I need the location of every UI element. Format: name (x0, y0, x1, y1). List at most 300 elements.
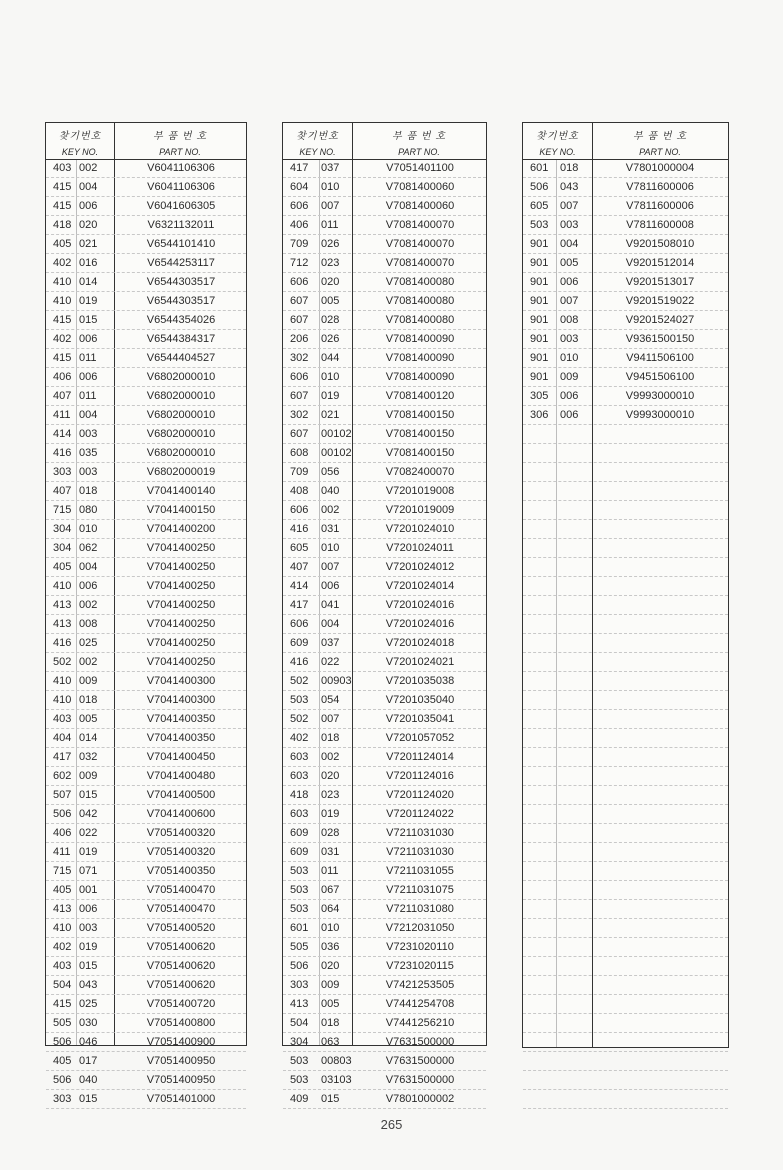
table-row (283, 805, 486, 824)
table-row (283, 957, 486, 976)
page-number: 265 (380, 1117, 403, 1132)
key-group: 901 (530, 314, 549, 326)
part-no-header (114, 123, 246, 159)
key-group: 405 (53, 561, 72, 573)
key-item: 025 (79, 998, 98, 1010)
table-row (523, 159, 728, 178)
part-no-header (592, 123, 728, 159)
key-item: 019 (79, 846, 98, 858)
key-group: 504 (53, 979, 72, 991)
key-item: 028 (321, 827, 340, 839)
table-row (523, 710, 728, 729)
key-item: 004 (321, 618, 340, 630)
key-group: 403 (53, 960, 72, 972)
key-item: 062 (79, 542, 98, 554)
key-group: 506 (53, 1074, 72, 1086)
table-row (523, 634, 728, 653)
key-item: 00102 (321, 447, 352, 459)
key-group: 305 (530, 390, 549, 402)
table-row (283, 634, 486, 653)
key-item: 007 (321, 200, 340, 212)
key-item: 009 (321, 979, 340, 991)
table-row (523, 577, 728, 596)
key-group: 411 (53, 409, 71, 421)
table-row (46, 748, 246, 767)
part-number: V7631500000 (385, 1036, 455, 1048)
key-item: 017 (79, 1055, 98, 1067)
table-row (283, 216, 486, 235)
key-item: 006 (560, 276, 579, 288)
part-number: V7201024014 (385, 580, 455, 592)
part-number: V7041400250 (146, 637, 216, 649)
key-item: 009 (560, 371, 579, 383)
part-number: V7631500000 (385, 1074, 455, 1086)
key-item: 021 (321, 409, 340, 421)
key-item: 071 (79, 865, 98, 877)
key-group: 606 (290, 618, 309, 630)
part-number: V7041400350 (146, 732, 216, 744)
table-row (46, 672, 246, 691)
table-row (283, 596, 486, 615)
key-item: 005 (560, 257, 579, 269)
part-number: V9201519022 (625, 295, 695, 307)
key-item: 018 (79, 485, 98, 497)
table-header (46, 123, 246, 160)
key-item: 006 (560, 390, 579, 402)
key-item: 015 (79, 1093, 98, 1105)
key-no-header (283, 123, 352, 159)
key-group: 415 (53, 352, 72, 364)
table-row (46, 159, 246, 178)
key-group: 418 (53, 219, 72, 231)
key-item: 031 (321, 523, 340, 535)
key-group: 503 (290, 694, 309, 706)
key-group: 607 (290, 314, 309, 326)
key-no-header-ko: 찾기번호 (536, 131, 579, 142)
key-group: 410 (53, 922, 72, 934)
key-item: 025 (79, 637, 98, 649)
part-number: V7081400060 (385, 181, 455, 193)
key-group: 304 (53, 542, 72, 554)
part-number: V7081400090 (385, 371, 455, 383)
part-number: V7211031030 (386, 827, 454, 839)
table-row (46, 976, 246, 995)
key-item: 006 (560, 409, 579, 421)
part-number: V7811600008 (626, 219, 694, 231)
table-row (283, 881, 486, 900)
key-item: 020 (79, 219, 98, 231)
key-group: 601 (530, 162, 549, 174)
key-item: 003 (560, 333, 579, 345)
key-group: 413 (53, 903, 72, 915)
key-item: 023 (321, 789, 340, 801)
table-row (283, 995, 486, 1014)
table-row (523, 539, 728, 558)
key-item: 043 (79, 979, 98, 991)
table-row (46, 235, 246, 254)
part-number: V7201024016 (385, 599, 455, 611)
part-number: V7041400250 (146, 656, 216, 668)
part-number: V9993000010 (625, 390, 695, 402)
key-group: 303 (53, 466, 72, 478)
part-number: V6321132011 (147, 219, 215, 231)
table-row (523, 1090, 728, 1109)
table-row (283, 1052, 486, 1071)
key-item: 019 (321, 808, 340, 820)
part-number: V7041400480 (146, 770, 216, 782)
key-item: 016 (79, 257, 98, 269)
key-group: 709 (290, 466, 309, 478)
table-row (523, 1033, 728, 1052)
part-number: V9411506100 (626, 352, 694, 364)
table-row (46, 330, 246, 349)
part-number: V9201513017 (625, 276, 695, 288)
part-number: V7201019009 (385, 504, 455, 516)
parts-table-1 (45, 122, 247, 1105)
key-group: 407 (53, 485, 72, 497)
part-number: V7211031080 (386, 903, 454, 915)
key-item: 003 (560, 219, 579, 231)
key-group: 604 (290, 181, 309, 193)
table-row (283, 520, 486, 539)
part-number: V7051400320 (146, 827, 216, 839)
part-number: V7212031050 (385, 922, 455, 934)
key-item: 003 (79, 428, 98, 440)
parts-table-3 (522, 122, 729, 1048)
part-number: V7201024018 (385, 637, 455, 649)
key-item: 015 (79, 789, 98, 801)
table-row (283, 463, 486, 482)
key-item: 004 (560, 238, 579, 250)
table-row (46, 216, 246, 235)
part-number: V7201024011 (386, 542, 454, 554)
key-group: 901 (530, 352, 549, 364)
table-row (283, 273, 486, 292)
table-row (523, 406, 728, 425)
key-group: 417 (53, 751, 72, 763)
table-row (523, 1014, 728, 1033)
key-group: 715 (53, 865, 72, 877)
part-number: V7441254708 (385, 998, 455, 1010)
key-group: 503 (290, 1074, 309, 1086)
table-row (523, 311, 728, 330)
table-row (46, 615, 246, 634)
part-number: V6802000010 (146, 428, 216, 440)
key-item: 005 (321, 998, 340, 1010)
key-group: 410 (53, 276, 72, 288)
table-row (283, 178, 486, 197)
part-number: V7081400070 (385, 257, 455, 269)
key-group: 402 (290, 732, 309, 744)
key-group: 901 (530, 276, 549, 288)
table-row (523, 805, 728, 824)
part-number: V9201524027 (625, 314, 695, 326)
key-group: 506 (290, 960, 309, 972)
table-row (283, 482, 486, 501)
part-number: V7201124020 (386, 789, 454, 801)
key-item: 010 (321, 181, 340, 193)
table-row (283, 1033, 486, 1052)
key-item: 035 (79, 447, 98, 459)
key-item: 011 (321, 219, 339, 231)
table-row (283, 577, 486, 596)
table-row (283, 558, 486, 577)
table-row (46, 292, 246, 311)
key-item: 042 (79, 808, 98, 820)
table-row (283, 710, 486, 729)
part-number: V7041400250 (146, 618, 216, 630)
key-item: 056 (321, 466, 340, 478)
part-number: V7051400900 (146, 1036, 216, 1048)
table-row (283, 1090, 486, 1109)
part-number: V6802000010 (146, 409, 216, 421)
key-group: 413 (53, 618, 72, 630)
table-row (283, 767, 486, 786)
table-row (46, 387, 246, 406)
key-group: 605 (530, 200, 549, 212)
key-group: 609 (290, 827, 309, 839)
part-number: V9361500150 (625, 333, 695, 345)
key-group: 416 (290, 656, 309, 668)
key-group: 413 (53, 599, 72, 611)
key-item: 005 (79, 713, 98, 725)
table-row (283, 425, 486, 444)
key-group: 303 (53, 1093, 72, 1105)
part-number: V7211031030 (386, 846, 454, 858)
part-number: V7041400350 (146, 713, 216, 725)
key-item: 020 (321, 276, 340, 288)
table-row (523, 1071, 728, 1090)
key-item: 006 (79, 580, 98, 592)
key-no-header (46, 123, 114, 159)
key-item: 002 (79, 656, 98, 668)
table-row (523, 919, 728, 938)
table-row (523, 520, 728, 539)
table-row (283, 653, 486, 672)
part-number: V7041400140 (146, 485, 216, 497)
key-item: 026 (321, 238, 340, 250)
key-item: 030 (79, 1017, 98, 1029)
key-item: 011 (79, 390, 97, 402)
key-item: 054 (321, 694, 340, 706)
part-number: V7051400950 (146, 1055, 216, 1067)
key-item: 003 (79, 922, 98, 934)
part-number: V7041400250 (146, 599, 216, 611)
key-group: 901 (530, 295, 549, 307)
part-number: V7201024021 (385, 656, 455, 668)
key-group: 407 (290, 561, 309, 573)
key-group: 505 (53, 1017, 72, 1029)
key-group: 403 (53, 713, 72, 725)
key-group: 414 (290, 580, 309, 592)
table-row (523, 330, 728, 349)
part-number: V7081400080 (385, 276, 455, 288)
table-row (46, 900, 246, 919)
key-item: 010 (321, 922, 340, 934)
key-group: 410 (53, 580, 72, 592)
table-row (46, 254, 246, 273)
part-number: V7041400250 (146, 580, 216, 592)
table-row (523, 615, 728, 634)
table-row (523, 273, 728, 292)
key-item: 021 (79, 238, 98, 250)
part-number: V7041400300 (146, 694, 216, 706)
part-number: V6544253117 (147, 257, 215, 269)
key-group: 507 (53, 789, 72, 801)
table-row (523, 482, 728, 501)
key-item: 018 (79, 694, 98, 706)
part-number: V7051400620 (146, 941, 216, 953)
table-row (523, 862, 728, 881)
table-row (523, 786, 728, 805)
key-group: 603 (290, 808, 309, 820)
key-group: 405 (53, 238, 72, 250)
key-group: 607 (290, 428, 309, 440)
key-item: 015 (321, 1093, 340, 1105)
table-row (46, 425, 246, 444)
table-header (283, 123, 486, 160)
key-group: 417 (290, 599, 309, 611)
table-row (523, 995, 728, 1014)
part-number: V7041400200 (146, 523, 216, 535)
table-row (283, 197, 486, 216)
table-row (46, 957, 246, 976)
table-row (523, 254, 728, 273)
table-row (523, 691, 728, 710)
table-row (46, 729, 246, 748)
part-number: V7051400320 (146, 846, 216, 858)
key-item: 004 (79, 409, 98, 421)
part-number: V6544101410 (146, 238, 216, 250)
key-group: 402 (53, 257, 72, 269)
table-row (46, 634, 246, 653)
part-number: V7041400300 (146, 675, 216, 687)
key-item: 037 (321, 637, 340, 649)
table-row (46, 1014, 246, 1033)
table-row (46, 862, 246, 881)
key-group: 306 (530, 409, 549, 421)
table-row (523, 672, 728, 691)
table-row (523, 235, 728, 254)
table-row (46, 653, 246, 672)
key-group: 418 (290, 789, 309, 801)
key-group: 606 (290, 200, 309, 212)
key-item: 002 (321, 504, 340, 516)
table-row (46, 881, 246, 900)
table-row (46, 995, 246, 1014)
table-body (523, 159, 728, 1109)
part-number: V7801000002 (385, 1093, 455, 1105)
key-item: 009 (79, 675, 98, 687)
key-no-header-en: KEY NO. (61, 147, 99, 157)
part-number: V7081400120 (385, 390, 455, 402)
part-number: V7231020110 (386, 941, 454, 953)
table-row (46, 311, 246, 330)
table-body (283, 159, 486, 1109)
key-item: 010 (321, 542, 340, 554)
part-number: V7201035038 (385, 675, 455, 687)
table-row (283, 615, 486, 634)
key-no-header-ko: 찾기번호 (58, 131, 102, 142)
part-number: V6041106306 (147, 181, 215, 193)
part-number: V7082400070 (385, 466, 455, 478)
key-item: 063 (321, 1036, 340, 1048)
part-no-header-ko: 부 품 번 호 (633, 131, 687, 142)
part-number: V7081400070 (385, 219, 455, 231)
key-item: 004 (79, 561, 98, 573)
key-group: 901 (530, 238, 549, 250)
table-row (46, 691, 246, 710)
table-row (283, 444, 486, 463)
part-number: V7041400500 (146, 789, 216, 801)
table-row (283, 862, 486, 881)
key-group: 415 (53, 314, 72, 326)
part-no-header-en: PART NO. (398, 147, 440, 157)
part-number: V6041606305 (146, 200, 216, 212)
key-item: 040 (79, 1074, 98, 1086)
table-row (283, 1014, 486, 1033)
key-item: 019 (79, 295, 98, 307)
key-no-header-en: KEY NO. (539, 147, 576, 157)
key-item: 026 (321, 333, 340, 345)
part-number: V7421253505 (385, 979, 455, 991)
table-row (283, 159, 486, 178)
key-group: 901 (530, 371, 549, 383)
key-group: 709 (290, 238, 309, 250)
key-item: 007 (321, 561, 340, 573)
key-group: 503 (530, 219, 549, 231)
part-number: V7201057052 (385, 732, 455, 744)
table-row (523, 729, 728, 748)
part-number: V7801000004 (625, 162, 695, 174)
key-item: 044 (321, 352, 340, 364)
key-item: 006 (321, 580, 340, 592)
part-number: V7051400950 (146, 1074, 216, 1086)
table-row (523, 425, 728, 444)
table-row (283, 368, 486, 387)
part-number: V7081400150 (385, 428, 455, 440)
table-row (46, 273, 246, 292)
key-group: 402 (53, 333, 72, 345)
table-row (283, 292, 486, 311)
part-number: V9993000010 (625, 409, 695, 421)
key-group: 503 (290, 1055, 309, 1067)
key-item: 067 (321, 884, 340, 896)
key-item: 020 (321, 960, 340, 972)
key-no-header-en: KEY NO. (299, 147, 336, 157)
key-group: 506 (53, 808, 72, 820)
key-group: 302 (290, 352, 309, 364)
key-group: 503 (290, 865, 309, 877)
table-row (46, 843, 246, 862)
key-group: 302 (290, 409, 309, 421)
part-number: V7051400470 (146, 884, 216, 896)
table-row (283, 539, 486, 558)
part-number: V7081400150 (385, 447, 455, 459)
table-row (46, 577, 246, 596)
table-row (283, 672, 486, 691)
part-number: V7201024012 (385, 561, 455, 573)
part-number: V6544303517 (146, 295, 216, 307)
part-number: V7201124014 (386, 751, 454, 763)
table-row (523, 596, 728, 615)
key-item: 008 (560, 314, 579, 326)
key-group: 607 (290, 295, 309, 307)
key-item: 007 (560, 295, 579, 307)
key-item: 00803 (321, 1055, 352, 1067)
table-row (523, 292, 728, 311)
part-number: V7081400150 (385, 409, 455, 421)
